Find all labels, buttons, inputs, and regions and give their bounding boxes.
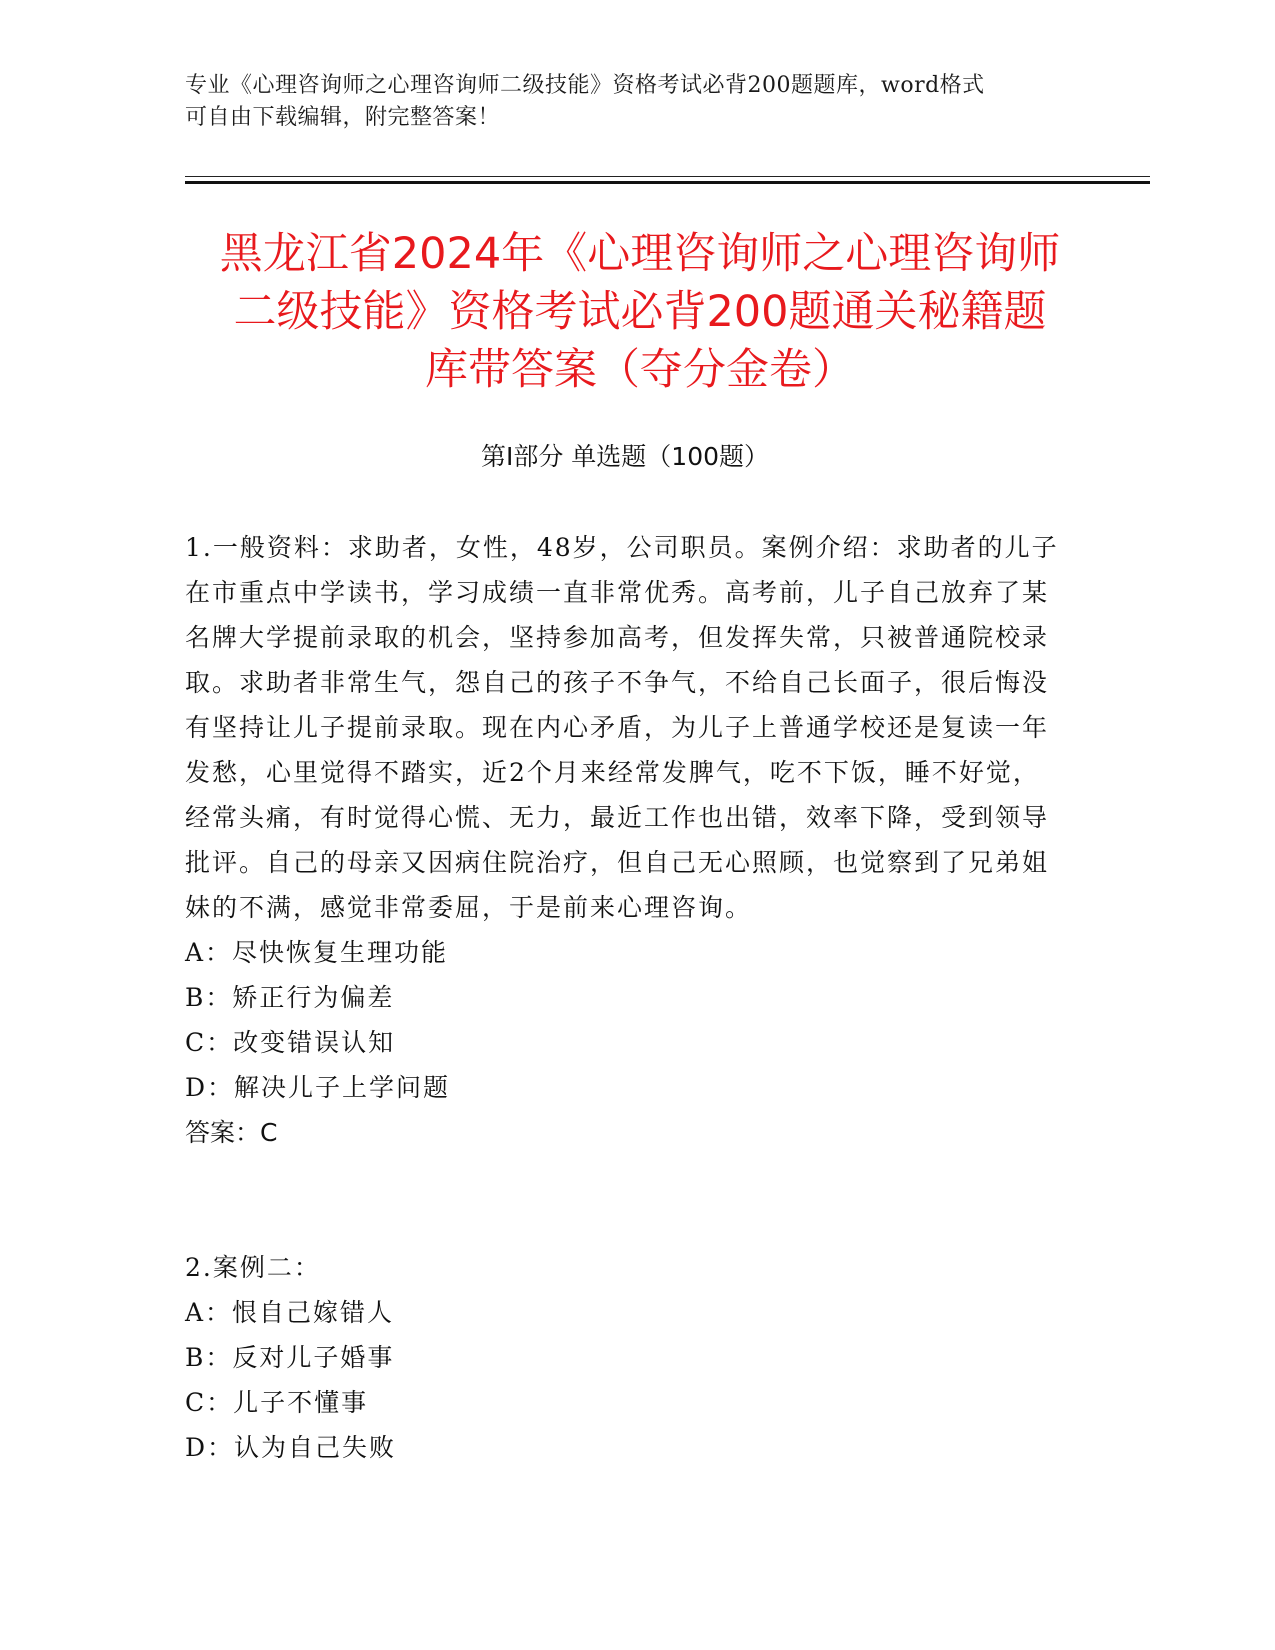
option-a: A：恨自己嫁错人 — [185, 1298, 395, 1327]
option-c: C：改变错误认知 — [185, 1028, 396, 1057]
section-heading: 第Ⅰ部分 单选题（100题） — [480, 442, 770, 471]
option-c: C：儿子不懂事 — [185, 1388, 369, 1417]
option-b: B：反对儿子婚事 — [185, 1343, 395, 1372]
question-stem: 1.一般资料：求助者，女性，48岁，公司职员。案例介绍：求助者的儿子在市重点中学读书，学习成绩一直非常优秀。高考前，儿子自己放弃了某名牌大学提前录取的机会，坚持参加高考，但发挥失常，只被普通院校录取。求助者非常生气，怨自己的孩子不争气，不给自己长面子，很后悔没有坚持让儿子提前录取。现在内心矛盾，为儿子上普通学校还是复读一年发愁，心里觉得不踏实，近2个月来经常发脾气，吃不下饭，睡不好觉，经常头痛，有时觉得心慌、无力，最近工作也出错，效率下降，受到领导批评。自己的母亲又因病住院治疗，但自己无心照顾，也觉察到了兄弟姐妹的不满，感觉非常委屈，于是前来心理咨询。 — [185, 533, 1059, 922]
option-d: D：认为自己失败 — [185, 1433, 397, 1462]
document-title-line-1: 黑龙江省2024年《心理咨询师之心理咨询师 — [219, 229, 1061, 279]
header-note — [185, 70, 1065, 134]
option-a: A：尽快恢复生理功能 — [185, 938, 449, 967]
header-note-line-1: 专业《心理咨询师之心理咨询师二级技能》资格考试必背200题题库，word格式 — [185, 73, 985, 98]
document-title — [160, 225, 1120, 399]
option-b: B：矫正行为偏差 — [185, 983, 395, 1012]
question-stem: 2.案例二： — [185, 1253, 321, 1282]
option-d: D：解决儿子上学问题 — [185, 1073, 451, 1102]
question-1 — [185, 525, 1065, 1155]
document-title-line-2: 二级技能》资格考试必背200题通关秘籍题 — [233, 287, 1047, 337]
question-2 — [185, 1245, 1065, 1470]
document-title-line-3: 库带答案（夺分金卷） — [425, 345, 855, 395]
header-note-line-2: 可自由下载编辑，附完整答案！ — [185, 105, 501, 130]
header-divider-thin — [185, 176, 1150, 177]
answer-line: 答案：C — [185, 1118, 278, 1147]
header-divider-thick — [185, 181, 1150, 184]
